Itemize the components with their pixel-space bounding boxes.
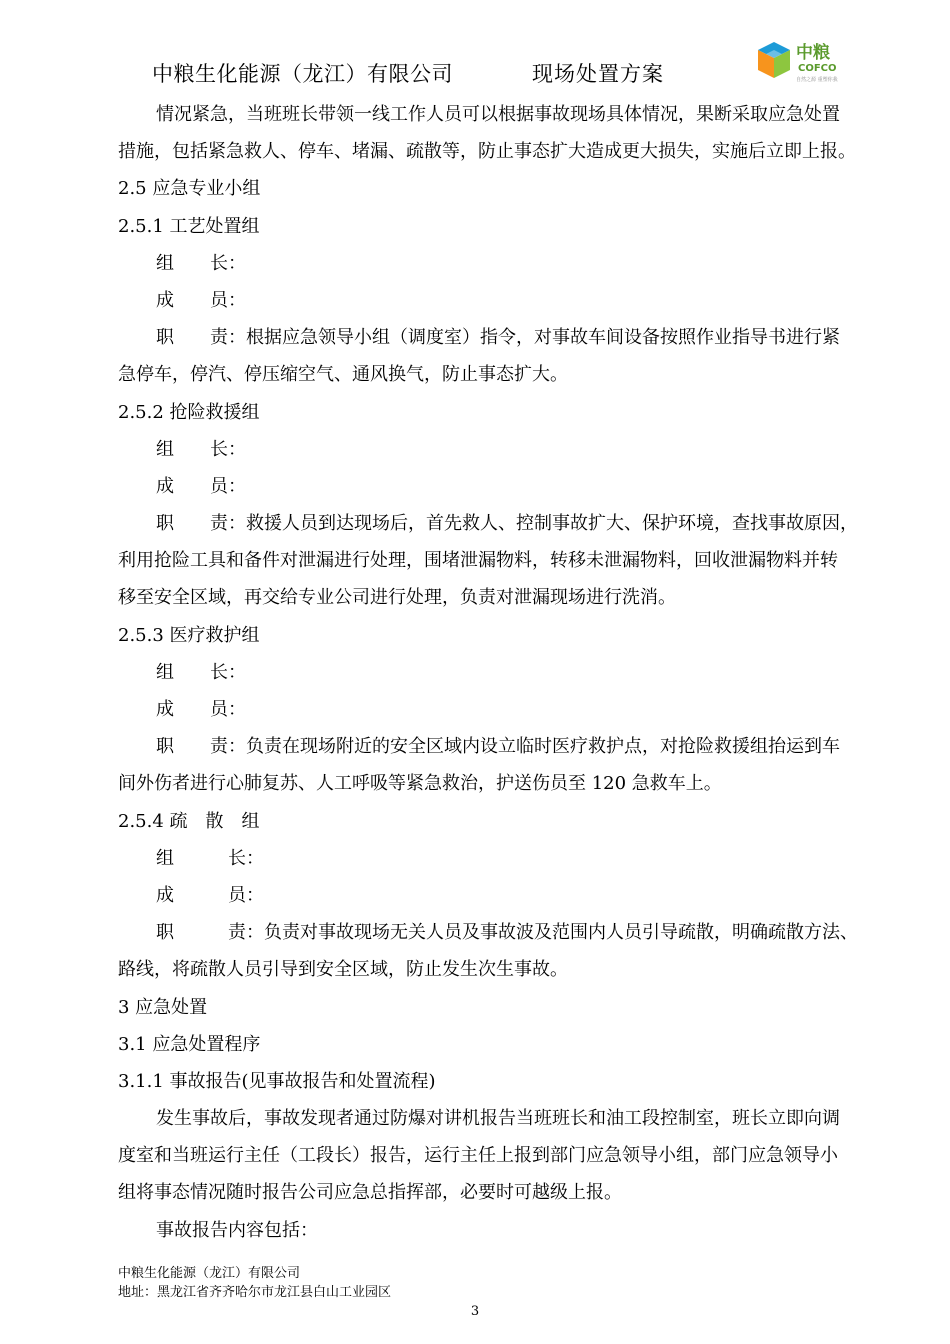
page-header bbox=[0, 0, 950, 96]
cofco-cube-icon bbox=[758, 42, 790, 78]
body-line: 路线，将疏散人员引导到安全区域，防止发生次生事故。 bbox=[118, 959, 568, 981]
page-footer bbox=[118, 1264, 391, 1302]
logo-brand-en: COFCO bbox=[798, 63, 837, 74]
page-number: 3 bbox=[470, 1304, 480, 1319]
section-heading: 2.5 应急专业小组 bbox=[118, 178, 261, 200]
subsection-heading: 2.5.4 疏 散 组 bbox=[118, 810, 260, 832]
section-heading: 3 应急处置 bbox=[118, 996, 208, 1018]
body-line: 移至安全区域，再交给专业公司进行处理，负责对泄漏现场进行洗消。 bbox=[118, 587, 676, 609]
group-members-field: 成 员： bbox=[156, 884, 264, 906]
body-line: 情况紧急，当班班长带领一线工作人员可以根据事故现场具体情况，果断采取应急处置 bbox=[156, 104, 840, 125]
group-members-field: 成 员： bbox=[156, 475, 246, 497]
group-duty-text: 职 责：救援人员到达现场后，首先救人、控制事故扩大、保护环境，查找事故原因， bbox=[156, 513, 858, 535]
body-line: 事故报告内容包括： bbox=[156, 1219, 318, 1241]
group-duty-text: 职 责：负责在现场附近的安全区域内设立临时医疗救护点，对抢险救援组抬运到车 bbox=[156, 736, 840, 758]
logo-brand-cn: 中粮 bbox=[796, 43, 830, 63]
subsection-heading: 2.5.2 抢险救援组 bbox=[118, 401, 260, 423]
group-members-field: 成 员： bbox=[156, 699, 246, 720]
group-leader-field: 组 长： bbox=[156, 252, 246, 274]
subsection-heading: 2.5.3 医疗救护组 bbox=[118, 624, 260, 646]
subsection-heading: 2.5.1 工艺处置组 bbox=[118, 215, 260, 237]
subsection-heading: 3.1.1 事故报告(见事故报告和处置流程) bbox=[118, 1070, 436, 1092]
body-line: 发生事故后，事故发现者通过防爆对讲机报告当班班长和油工段控制室，班长立即向调 bbox=[156, 1108, 840, 1130]
group-leader-field: 组 长： bbox=[156, 847, 264, 869]
group-members-field: 成 员： bbox=[156, 289, 246, 311]
group-duty-text: 职 责：负责对事故现场无关人员及事故波及范围内人员引导疏散，明确疏散方法、 bbox=[156, 922, 858, 944]
body-line: 组将事态情况随时报告公司应急总指挥部，必要时可越级上报。 bbox=[118, 1182, 622, 1204]
footer-address: 地址：黑龙江省齐齐哈尔市龙江县白山工业园区 bbox=[118, 1285, 392, 1300]
body-line: 度室和当班运行主任（工段长）报告，运行主任上报到部门应急领导小组，部门应急领导小 bbox=[118, 1145, 838, 1167]
body-line: 急停车，停汽、停压缩空气、通风换气，防止事态扩大。 bbox=[118, 364, 568, 386]
subsection-heading: 3.1 应急处置程序 bbox=[118, 1033, 261, 1055]
document-body bbox=[118, 96, 880, 1249]
body-line: 间外伤者进行心肺复苏、人工呼吸等紧急救治，护送伤员至 120 急救车上。 bbox=[118, 773, 722, 795]
logo-slogan: 自然之源 重塑你我 bbox=[796, 77, 838, 83]
group-duty-text: 职 责：根据应急领导小组（调度室）指令，对事故车间设备按照作业指导书进行紧 bbox=[156, 327, 840, 349]
body-line: 措施，包括紧急救人、停车、堵漏、疏散等，防止事态扩大造成更大损失，实施后立即上报。 bbox=[118, 141, 856, 163]
group-leader-field: 组 长： bbox=[156, 438, 246, 460]
cofco-logo bbox=[752, 36, 856, 88]
footer-company-name: 中粮生化能源（龙江）有限公司 bbox=[118, 1266, 301, 1281]
body-line: 利用抢险工具和备件对泄漏进行处理，围堵泄漏物料，转移未泄漏物料，回收泄漏物料并转 bbox=[118, 550, 838, 572]
group-leader-field: 组 长： bbox=[156, 661, 246, 683]
header-company-name: 中粮生化能源（龙江）有限公司 bbox=[152, 62, 453, 86]
header-plan-title: 现场处置方案 bbox=[532, 62, 664, 86]
